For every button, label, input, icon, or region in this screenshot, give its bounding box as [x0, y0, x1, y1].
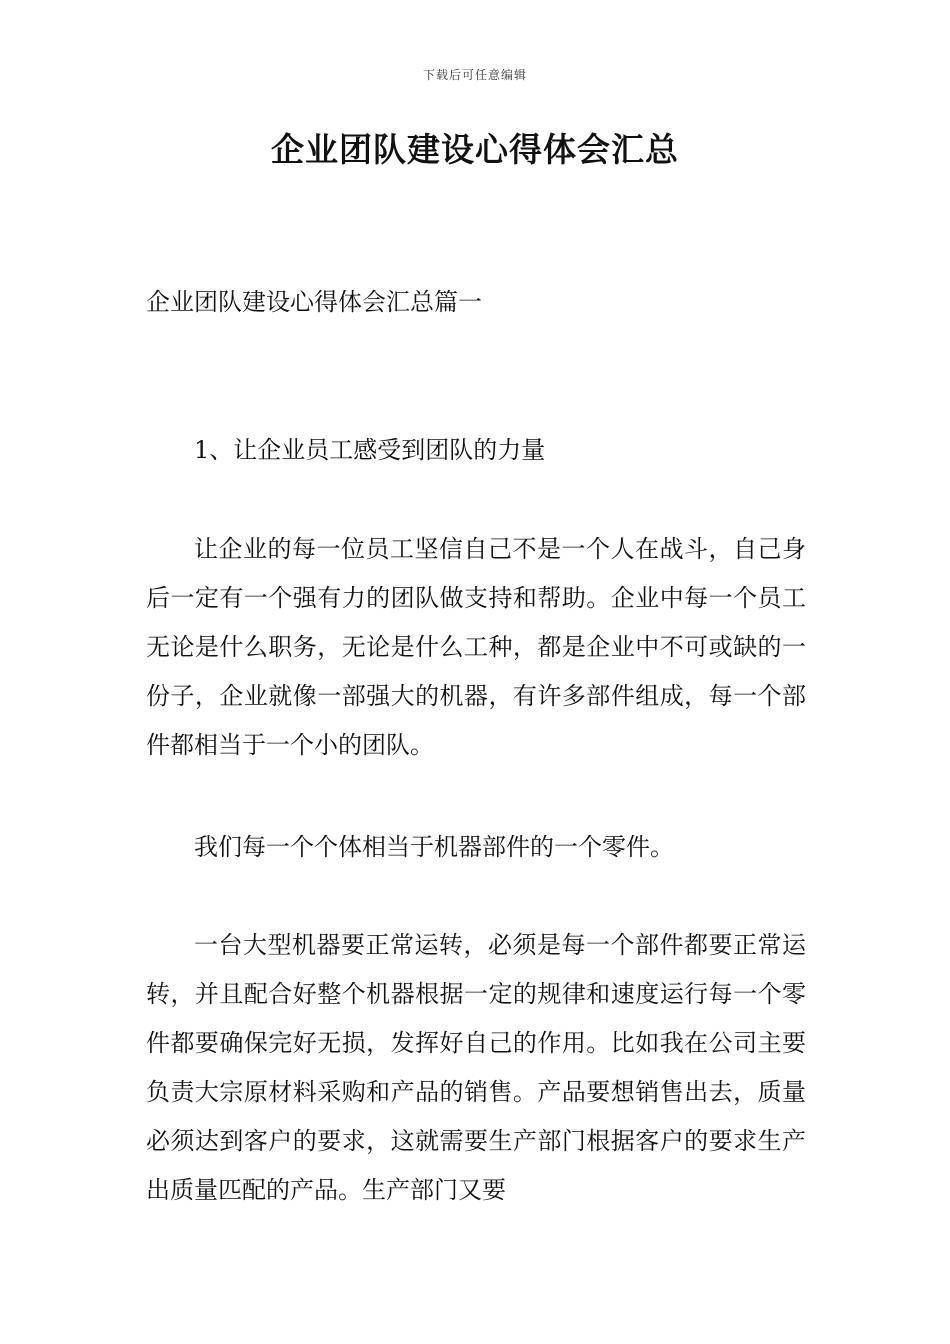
paragraph-3: 一台大型机器要正常运转，必须是每一个部件都要正常运转，并且配合好整个机器根据一定的规律和速度运行每一个零件都要确保完好无损，发挥好自己的作用。比如我在公司主要负责大宗原材料采购和产品的销售。产品要想销售出去，质量必须达到客户的要求，这就需要生产部门根据客户的要求生产出质量匹配的产品。生产部门又要: [146, 931, 806, 1204]
item-heading: 1、让企业员工感受到团队的力量: [194, 436, 546, 464]
document-title: 企业团队建设心得体会汇总: [271, 130, 679, 169]
header-note: 下载后可任意编辑: [422, 68, 527, 82]
section-heading: 企业团队建设心得体会汇总篇一: [146, 288, 482, 316]
paragraph-2: 我们每一个个体相当于机器部件的一个零件。: [194, 833, 674, 861]
paragraph-1: 让企业的每一位员工坚信自己不是一个人在战斗，自己身后一定有一个强有力的团队做支持和帮助。企业中每一个员工无论是什么职务，无论是什么工种，都是企业中不可或缺的一份子，企业就像一部强大的机器，有许多部件组成，每一个部件都相当于一个小的团队。: [146, 535, 806, 759]
